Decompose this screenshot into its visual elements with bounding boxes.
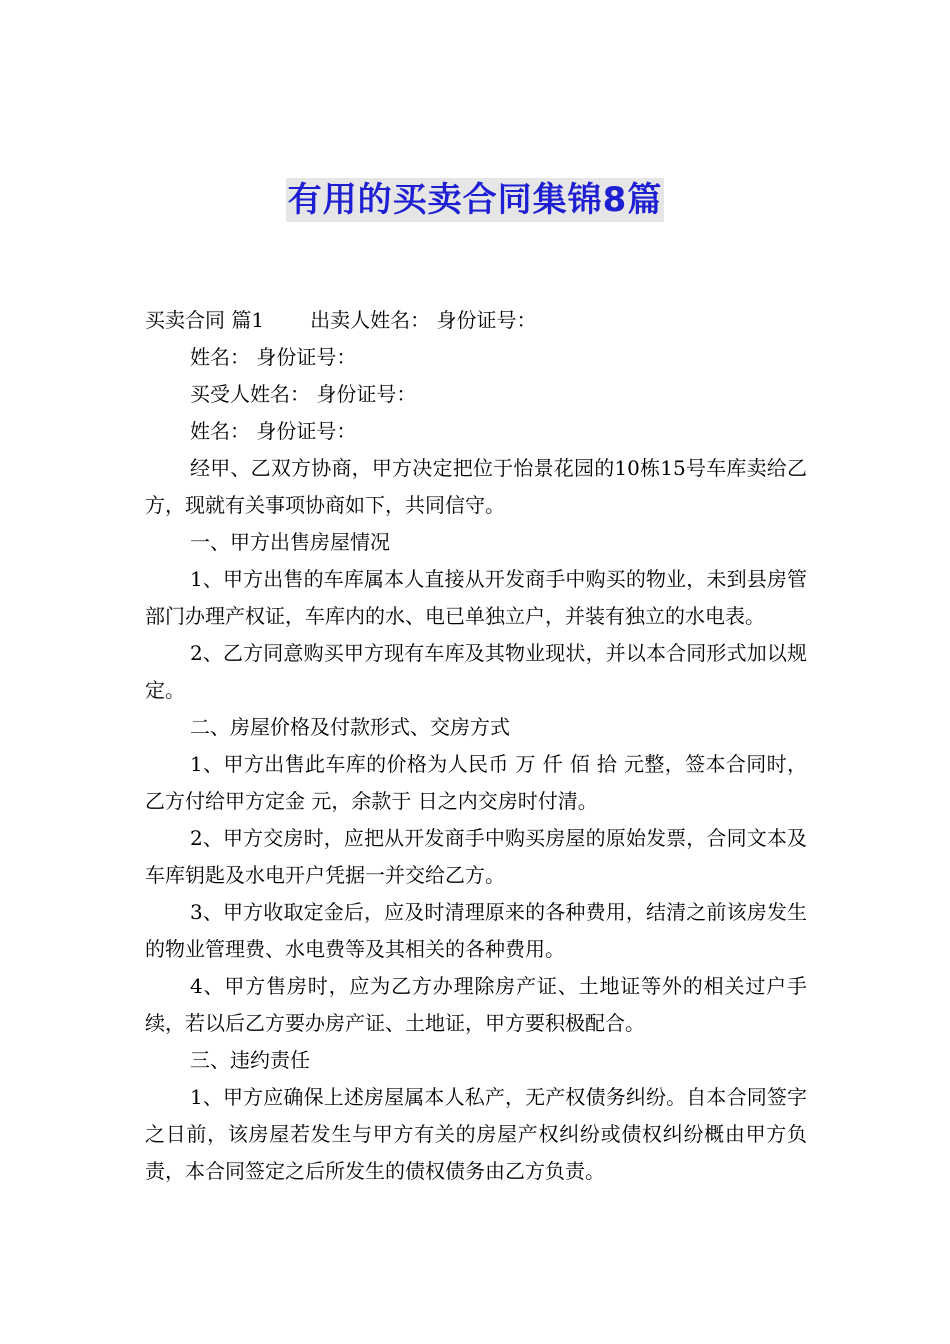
section-heading: 一、甲方出售房屋情况 [190, 530, 390, 554]
paragraph: 2、乙方同意购买甲方现有车库及其物业现状，并以本合同形式加以规定。 [145, 641, 807, 702]
paragraph: 1、甲方出售的车库属本人直接从开发商手中购买的物业，未到县房管部门办理产权证，车库内的水、电已单独立户，并装有独立的水电表。 [145, 567, 807, 628]
paragraph: 3、甲方收取定金后，应及时清理原来的各种费用，结清之前该房发生的物业管理费、水电费等及其相关的各种费用。 [145, 900, 807, 961]
paragraph: 姓名： 身份证号： [190, 419, 357, 443]
paragraph: 买受人姓名： 身份证号： [190, 382, 417, 406]
seller-info: 出卖人姓名： 身份证号： [310, 308, 537, 332]
document-body [145, 302, 807, 1190]
paragraph: 姓名： 身份证号： [190, 345, 357, 369]
contract-heading: 买卖合同 篇1 [145, 308, 265, 332]
title-container [0, 178, 950, 222]
paragraph: 1、甲方出售此车库的价格为人民币 万 仟 佰 拾 元整，签本合同时，乙方付给甲方定金 元，余款于 日之内交房时付清。 [145, 752, 807, 813]
paragraph: 2、甲方交房时，应把从开发商手中购买房屋的原始发票，合同文本及车库钥匙及水电开户凭据一并交给乙方。 [145, 826, 807, 887]
section-heading: 三、违约责任 [190, 1048, 310, 1072]
section-heading: 二、房屋价格及付款形式、交房方式 [190, 715, 510, 739]
paragraph: 4、甲方售房时，应为乙方办理除房产证、土地证等外的相关过户手续，若以后乙方要办房产证、土地证，甲方要积极配合。 [145, 974, 807, 1035]
paragraph: 1、甲方应确保上述房屋属本人私产，无产权债务纠纷。自本合同签字之日前，该房屋若发生与甲方有关的房屋产权纠纷或债权纠纷概由甲方负责，本合同签定之后所发生的债权债务由乙方负责。 [145, 1085, 807, 1183]
document-title: 有用的买卖合同集锦8篇 [287, 180, 663, 220]
first-line [145, 302, 807, 339]
paragraph: 经甲、乙双方协商，甲方决定把位于怡景花园的10栋15号车库卖给乙方，现就有关事项协商如下，共同信守。 [145, 456, 807, 517]
